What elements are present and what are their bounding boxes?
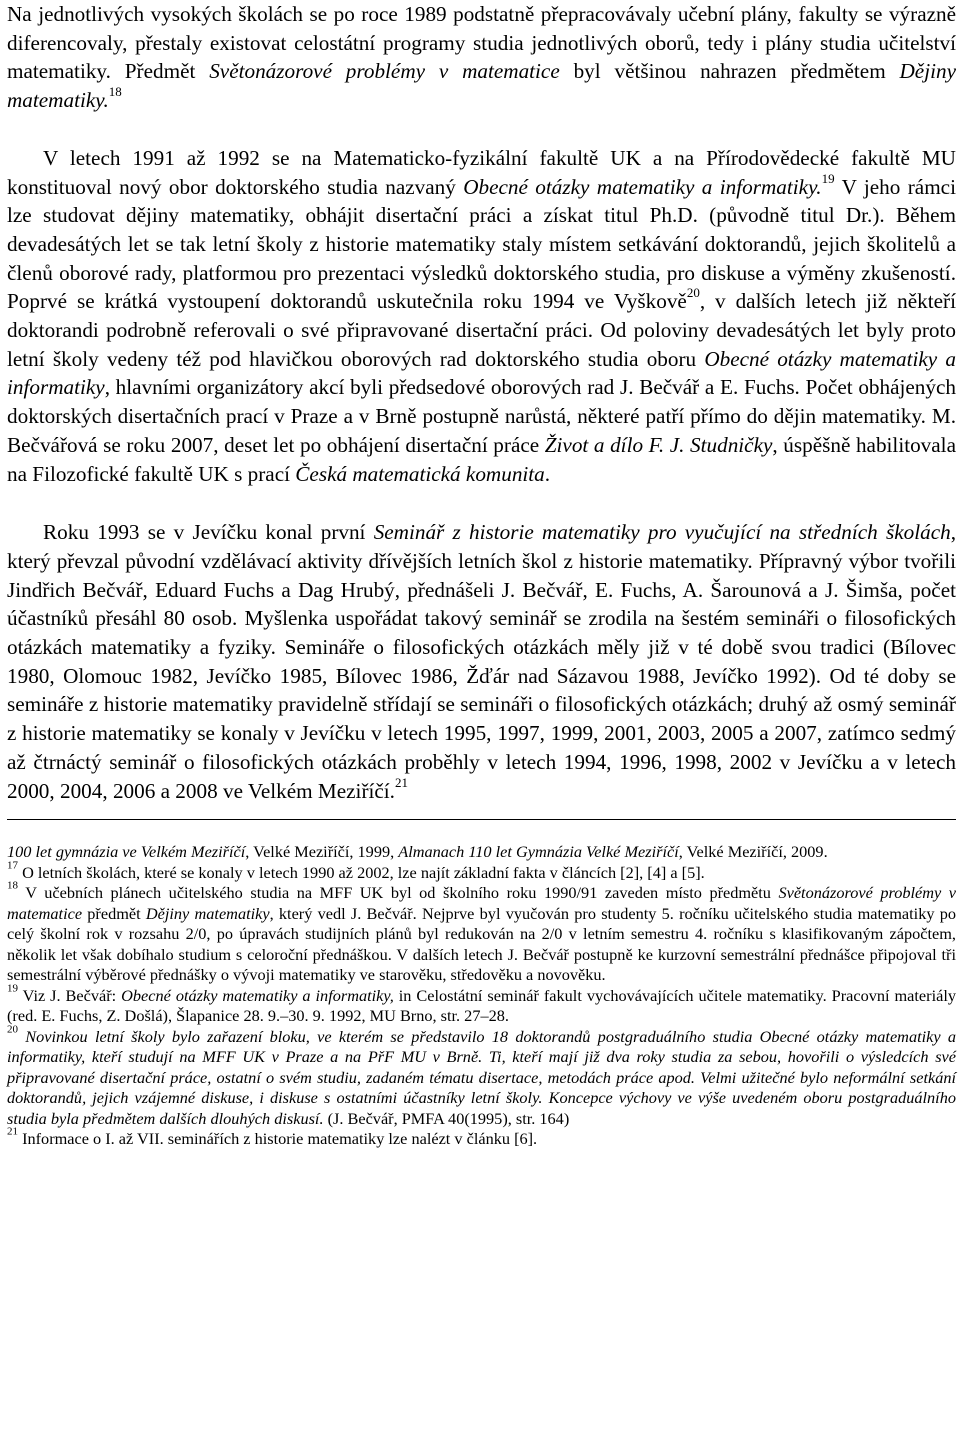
- text-run: Na jednotlivých vysokých školách se po roce 1989 podstatně přepracovávaly učební plány, fakulty se výrazně diferencovaly, přestaly existovat celostátní programy studia jednotlivých oborů, tedy i plány studia učitelství matematiky. Předmět: [7, 2, 956, 84]
- footnote-citation: (J. Bečvář, PMFA 40(1995), str. 164): [323, 1108, 570, 1128]
- footnote-number: 18: [7, 879, 18, 892]
- text-run: .: [544, 461, 551, 486]
- text-run: V jeho rámci lze studovat dějiny matematiky, obhájit disertační práci a získat titul Ph.D. (původně titul Dr.). Během devadesátých let se tak letní školy z historie matematiky staly místem setkávání doktorandů, jejich školitelů a členů oborové rady, platformou pro prezentaci výsledků doktorského studia, pro diskuse a výměny zkušeností. Poprvé se krátká vystoupení doktorandů uskutečnila roku 1994 ve Vyškově: [7, 174, 956, 314]
- program-title: Obecné otázky matematiky a informatiky.: [463, 174, 822, 199]
- footnote-quote: Novinkou letní školy bylo zařazení bloku, ve kterém se představilo 18 doktorandů postgraduálního studia Obecné otázky matematiky a informatiky, kteří studují na MFF UK v Praze a na PřF MU v Brně. Ti, kteří mají již dva roky studia za sebou, hovořili o výsledcích své připravované disertační práce, ostatní o svém studiu, zadaném tématu disertace, metodách práce apod. Velmi užitečné bylo neformální setkání doktorandů, jejich vzájemné diskuse, i diskuse s ostatními účastníky letní školy. Koncepce výchovy ve výše uvedeném oboru postgraduálního studia byla předmětem dalších dlouhých diskusí.: [7, 1026, 956, 1128]
- footnote-number: 20: [7, 1023, 18, 1036]
- footnote-text: in Celostátní seminář fakult vychovávajících učitele matematiky. Pracovní materiály (red. E. Fuchs, Z. Došlá), Šlapanice 28. 9.–30. 9. 1992, MU Brno, str. 27–28.: [7, 985, 956, 1026]
- footnote-ref-20[interactable]: 20: [686, 285, 700, 301]
- footnote-20: [7, 1023, 956, 1130]
- footnote-18: [7, 879, 956, 986]
- footnote-ref-18[interactable]: 18: [108, 84, 122, 100]
- footnote-ref-19[interactable]: 19: [821, 170, 835, 186]
- text-run: , který převzal původní vzdělávací aktivity dřívějších letních škol z historie matematiky. Přípravný výbor tvořili Jindřich Bečvář, Eduard Fuchs a Dag Hrubý, přednášeli J. Bečvář, E. Fuchs, A. Šarounová a J. Šimša, počet účastníků přesáhl 80 osob. Myšlenka uspořádat takový seminář se zrodila na šestém semináři o filosofických otázkách matematiky a fyziky. Semináře o filosofických otázkách měly již v té době svou tradici (Bílovec 1980, Olomouc 1982, Jevíčko 1985, Bílovec 1986, Žďár nad Sázavou 1988, Jevíčko 1992). Od té doby se semináře z historie matematiky pravidelně střídají se semináři o filosofických otázkách; druhý až osmý seminář z historie matematiky se konaly v Jevíčku v letech 1995, 1997, 1999, 2001, 2003, 2005 a 2007, zatímco sedmý až čtrnáctý seminář o filosofických otázkách proběhly v letech 1994, 1996, 1998, 2002 v Jevíčku a v letech 2000, 2004, 2006 a 2008 ve Velkém Meziříčí.: [7, 520, 956, 803]
- paragraph-doctoral-study: [7, 144, 956, 488]
- course-title: Dějiny matematiky: [145, 903, 270, 923]
- course-title: Dějiny matematiky.: [7, 59, 956, 113]
- footnotes: [7, 842, 956, 1150]
- publication-title: 100 let gymnázia ve Velkém Meziříčí: [7, 842, 246, 862]
- paragraph-curricula: [7, 0, 956, 115]
- publication-title: Almanach 110 let Gymnázia Velké Meziříčí: [398, 842, 679, 862]
- footnote-separator: [7, 819, 956, 820]
- footnote-21: [7, 1125, 956, 1150]
- footnote-ref-21[interactable]: 21: [394, 774, 408, 790]
- text-run: , v dalších letech již někteří doktorandi podrobně referovali o své připravované disertační práci. Od poloviny devadesátých let byly proto letní školy vedeny též pod hlavičkou oborových rad doktorského studia oboru: [7, 289, 956, 371]
- seminar-title: Seminář z historie matematiky pro vyučující na středních školách: [373, 520, 951, 545]
- habilitation-title: Česká matematická komunita: [295, 461, 545, 486]
- footnote-text: Viz J. Bečvář:: [18, 985, 122, 1005]
- text-run: , hlavními organizátory akcí byli předsedové oborových rad J. Bečvář a E. Fuchs. Počet obhájených doktorských disertačních prací v Praze a v Brně postupně narůstá, některé patří přímo do dějin matematiky. M. Bečvářová se roku 2007, deset let po obhájení disertační práce: [7, 375, 956, 457]
- footnote-continuation: [7, 842, 956, 863]
- course-title: Světonázorové problémy v matematice: [7, 883, 956, 923]
- paragraph-seminar: [7, 518, 956, 805]
- footnote-text: předmět: [82, 903, 146, 923]
- text-run: Roku 1993 se v Jevíčku konal první: [43, 520, 374, 545]
- text-run: , Velké Meziříčí, 2009.: [678, 842, 828, 862]
- text-run: V letech 1991 až 1992 se na Matematicko-fyzikální fakultě UK a na Přírodovědecké fakultě MU konstituoval nový obor doktorského studia nazvaný: [7, 145, 956, 199]
- footnote-text: Informace o I. až VII. seminářích z historie matematiky lze nalézt v článku [6].: [18, 1129, 538, 1149]
- text-run: byl většinou nahrazen předmětem: [559, 59, 900, 84]
- document-page: [7, 0, 956, 1150]
- publication-title: Obecné otázky matematiky a informatiky,: [121, 985, 394, 1005]
- text-run: , úspěšně habilitovala na Filozofické fakultě UK s prací: [7, 432, 956, 486]
- program-title: Obecné otázky matematiky a informatiky: [7, 346, 956, 400]
- footnote-number: 19: [7, 982, 18, 995]
- text-run: , Velké Meziříčí, 1999,: [245, 842, 399, 862]
- main-text: [7, 0, 956, 805]
- footnote-text: , který vedl J. Bečvář. Nejprve byl vyučován pro studenty 5. ročníku učitelského studia matematiky po celý školní rok v rozsahu 2/0, po úpravách studijních plánů byl redukován na 2/0 v letním semestru 4. ročníku s klasifikovaným zápočtem, několik let však dobíhalo studium s celoroční přednáškou. V dalších letech J. Bečvář postupně ke kurzovní semestrální přednášce připojoval tři semestrální výběrové přednášky o vývoji matematiky ve starověku, středověku a novověku.: [7, 903, 956, 985]
- footnote-number: 17: [7, 859, 18, 872]
- footnote-text: V učebních plánech učitelského studia na MFF UK byl od školního roku 1990/91 zaveden místo předmětu: [18, 883, 779, 903]
- thesis-title: Život a dílo F. J. Studničky: [544, 432, 773, 457]
- footnote-17: [7, 859, 956, 884]
- footnote-19: [7, 982, 956, 1027]
- footnote-text: O letních školách, které se konaly v letech 1990 až 2002, lze najít základní fakta v článcích [2], [4] a [5].: [18, 862, 705, 882]
- footnote-number: 21: [7, 1125, 18, 1138]
- course-title: Světonázorové problémy v matematice: [209, 59, 560, 84]
